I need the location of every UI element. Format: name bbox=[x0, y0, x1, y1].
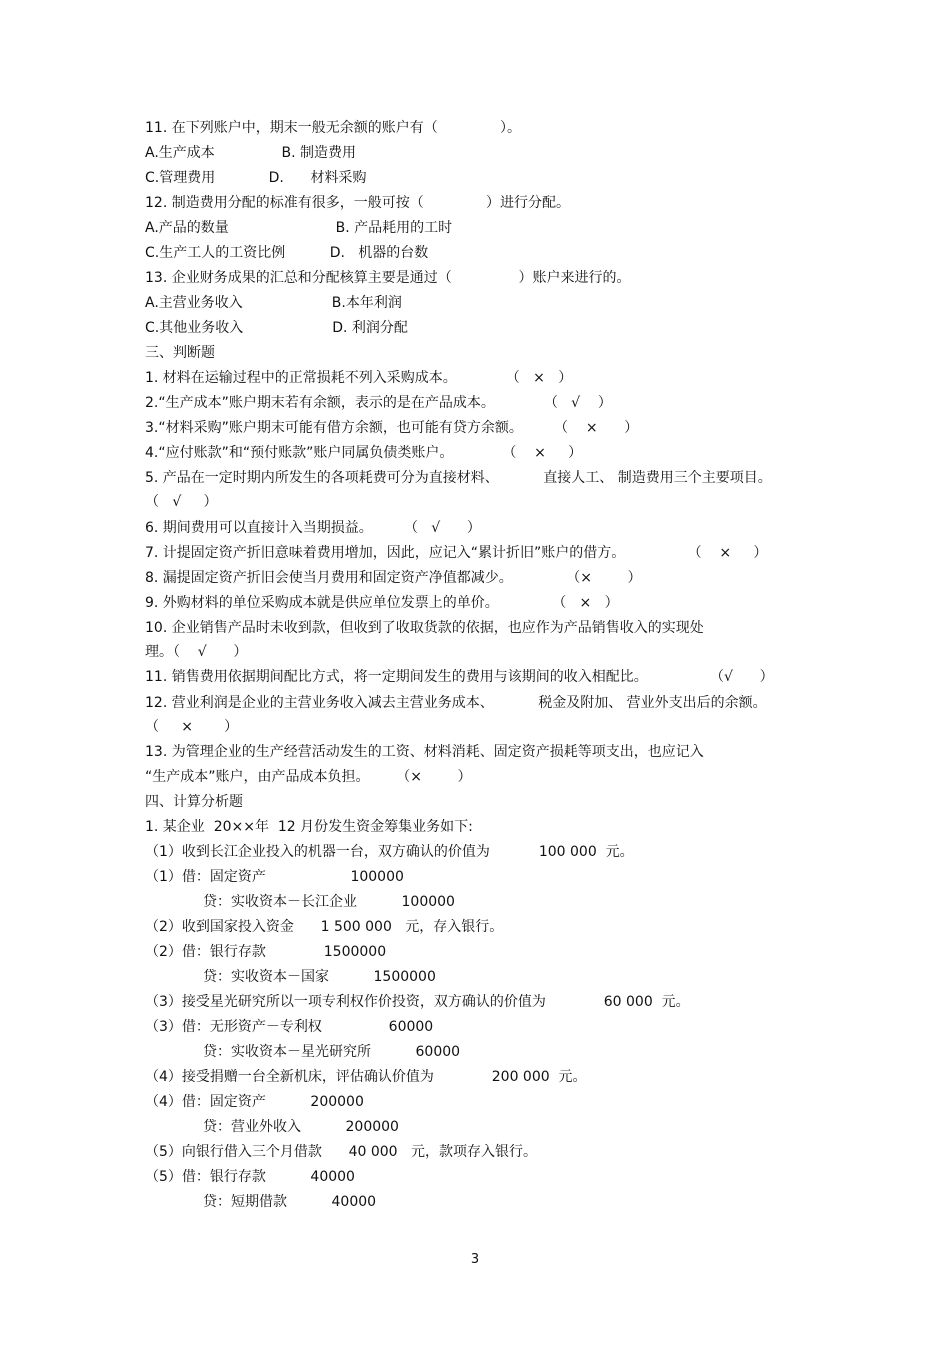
calc-step-2: （2）收到国家投入资金 1 500 000 元，存入银行。 bbox=[145, 919, 504, 935]
q12-options-cd: C.生产工人的工资比例 D. 机器的台数 bbox=[145, 245, 429, 261]
tf-item-10: 10. 企业销售产品时未收到款，但收到了收取货款的依据，也应作为产品销售收入的实现处 bbox=[145, 620, 704, 636]
tf-item-13-answer: “生产成本”账户，由产品成本负担。 （× ） bbox=[145, 769, 472, 785]
page-number: 3 bbox=[470, 1252, 480, 1267]
journal-entry-2-credit: 贷：实收资本－国家 1500000 bbox=[203, 969, 436, 985]
calc-step-1: （1）收到长江企业投入的机器一台，双方确认的价值为 100 000 元。 bbox=[145, 844, 634, 860]
q13-options-cd: C.其他业务收入 D. 利润分配 bbox=[145, 320, 408, 336]
tf-item-5: 5. 产品在一定时期内所发生的各项耗费可分为直接材料、 直接人工、 制造费用三个主要项目。 bbox=[145, 470, 772, 486]
q11-options-cd: C.管理费用 D. 材料采购 bbox=[145, 170, 367, 186]
journal-entry-2-debit: （2）借：银行存款 1500000 bbox=[145, 944, 387, 960]
tf-item-10-answer: 理。（ √ ） bbox=[145, 644, 248, 660]
calc-step-3: （3）接受星光研究所以一项专利权作价投资，双方确认的价值为 60 000 元。 bbox=[145, 994, 690, 1010]
tf-item-13: 13. 为管理企业的生产经营活动发生的工资、材料消耗、固定资产损耗等项支出，也应记入 bbox=[145, 744, 704, 760]
tf-item-12: 12. 营业利润是企业的主营业务收入减去主营业务成本、 税金及附加、 营业外支出后的余额。 bbox=[145, 695, 767, 711]
tf-item-9: 9. 外购材料的单位采购成本就是供应单位发票上的单价。 （ × ） bbox=[145, 595, 619, 611]
tf-item-12-answer: （ × ） bbox=[145, 719, 239, 735]
journal-entry-3-debit: （3）借：无形资产－专利权 60000 bbox=[145, 1019, 434, 1035]
question-13-multiple-choice: 13. 企业财务成果的汇总和分配核算主要是通过（ ）账户来进行的。 bbox=[145, 270, 631, 286]
question-11-multiple-choice: 11. 在下列账户中，期末一般无余额的账户有（ ）。 bbox=[145, 120, 522, 136]
calc-problem-1: 1. 某企业 20××年 12 月份发生资金筹集业务如下: bbox=[145, 819, 473, 835]
section-heading-true-false: 三、判断题 bbox=[145, 345, 215, 361]
question-12-multiple-choice: 12. 制造费用分配的标准有很多，一般可按（ ）进行分配。 bbox=[145, 195, 571, 211]
q12-options-ab: A.产品的数量 B. 产品耗用的工时 bbox=[145, 220, 453, 236]
tf-item-5-answer: （ √ ） bbox=[145, 494, 218, 510]
journal-entry-4-debit: （4）借：固定资产 200000 bbox=[145, 1094, 364, 1110]
tf-item-2: 2.“生产成本”账户期末若有余额，表示的是在产品成本。 （ √ ） bbox=[145, 395, 612, 411]
tf-item-1: 1. 材料在运输过程中的正常损耗不列入采购成本。 （ × ） bbox=[145, 370, 573, 386]
journal-entry-5-credit: 贷：短期借款 40000 bbox=[203, 1194, 377, 1210]
calc-step-4: （4）接受捐赠一台全新机床，评估确认价值为 200 000 元。 bbox=[145, 1069, 587, 1085]
q11-options-ab: A.生产成本 B. 制造费用 bbox=[145, 145, 357, 161]
journal-entry-1-debit: （1）借：固定资产 100000 bbox=[145, 869, 404, 885]
journal-entry-5-debit: （5）借：银行存款 40000 bbox=[145, 1169, 355, 1185]
journal-entry-3-credit: 贷：实收资本－星光研究所 60000 bbox=[203, 1044, 461, 1060]
tf-item-7: 7. 计提固定资产折旧意味着费用增加，因此，应记入“累计折旧”账户的借方。 （ × ） bbox=[145, 545, 768, 561]
journal-entry-4-credit: 贷：营业外收入 200000 bbox=[203, 1119, 399, 1135]
tf-item-8: 8. 漏提固定资产折旧会使当月费用和固定资产净值都减少。 （× ） bbox=[145, 570, 642, 586]
q13-options-ab: A.主营业务收入 B.本年利润 bbox=[145, 295, 402, 311]
section-heading-calculation: 四、计算分析题 bbox=[145, 794, 243, 810]
journal-entry-1-credit: 贷：实收资本－长江企业 100000 bbox=[203, 894, 455, 910]
tf-item-6: 6. 期间费用可以直接计入当期损益。 （ √ ） bbox=[145, 520, 481, 536]
tf-item-11: 11. 销售费用依据期间配比方式，将一定期间发生的费用与该期间的收入相配比。 （√ ） bbox=[145, 669, 774, 685]
tf-item-3: 3.“材料采购”账户期末可能有借方余额，也可能有贷方余额。 （ × ） bbox=[145, 420, 639, 436]
calc-step-5: （5）向银行借入三个月借款 40 000 元，款项存入银行。 bbox=[145, 1144, 537, 1160]
tf-item-4: 4.“应付账款”和“预付账款”账户同属负债类账户。 （ × ） bbox=[145, 445, 583, 461]
